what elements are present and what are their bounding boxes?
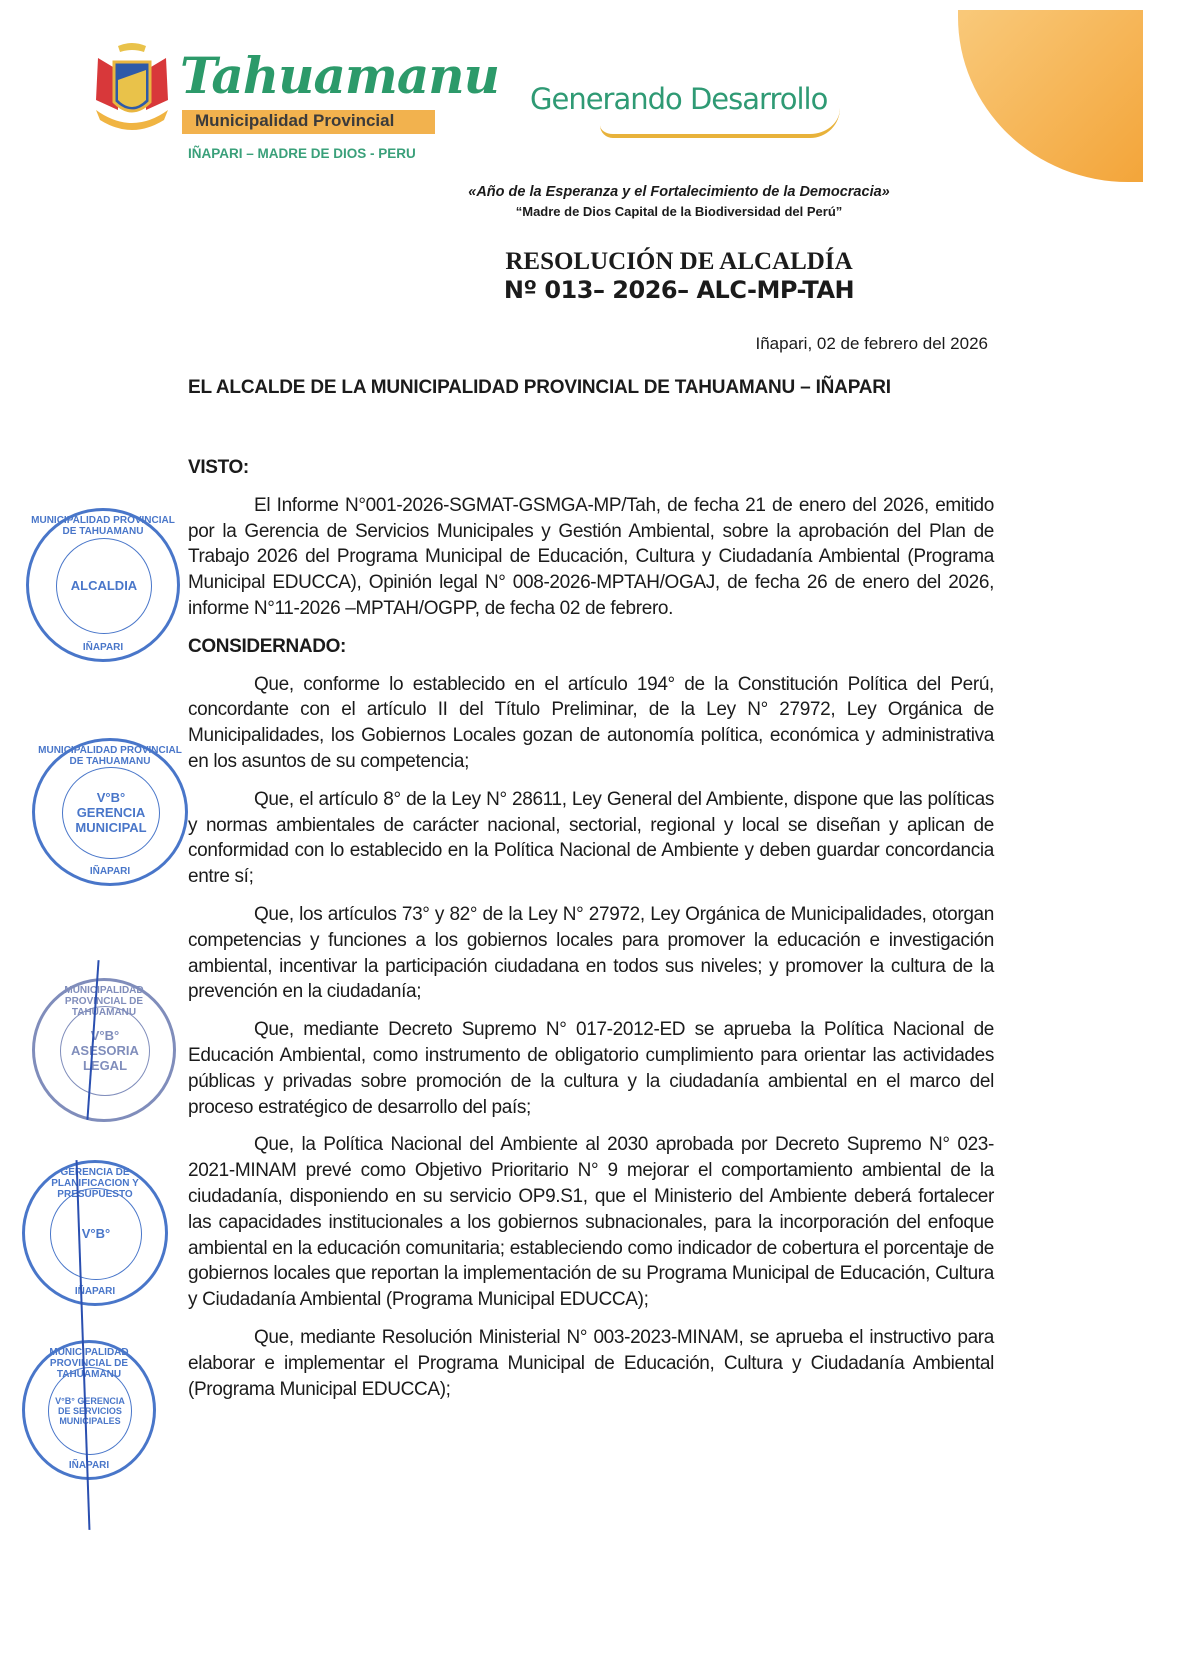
stamp-bottom-text: IÑAPARI xyxy=(89,866,131,877)
stamp-center-text: ALCALDIA xyxy=(70,578,138,594)
stamp-ring-text: MUNICIPALIDAD PROVINCIAL DE TAHUAMANU xyxy=(31,515,175,537)
decorative-orange-corner xyxy=(958,10,1143,182)
stamp-center-text: V°B° GERENCIA MUNICIPAL xyxy=(75,790,147,836)
stamp-ring-text: MUNICIPALIDAD PROVINCIAL DE TAHUAMANU xyxy=(64,985,144,1018)
year-name: «Año de la Esperanza y el Fortalecimiento de la Democracia» xyxy=(468,184,890,200)
stamp-bottom-text: IÑAPARI xyxy=(74,1286,116,1297)
stamp-center xyxy=(50,1188,142,1280)
location: IÑAPARI – MADRE DE DIOS - PERU xyxy=(188,146,416,161)
municipal-crest-logo xyxy=(88,40,176,136)
stamp-asesoria-legal xyxy=(32,978,176,1122)
paragraph: Que, conforme lo establecido en el artículo 194° de la Constitución Política del Perú, concordante con el artículo II del Título Preliminar, de la Ley N° 27972, Ley Orgánica de Municipalidades, los Gobiernos Locales gozan de autonomía política, económica y administrativa en los asuntos de su competencia; xyxy=(188,673,994,772)
stamp-bottom-text: IÑAPARI xyxy=(82,642,124,653)
slogan: Generando Desarrollo xyxy=(530,82,828,116)
slogan-swoosh xyxy=(600,108,840,138)
stamp-ring-text: MUNICIPALIDAD PROVINCIAL DE TAHUAMANU xyxy=(49,1347,129,1380)
stamp-center-text: V°B° GERENCIA DE SERVICIOS MUNICIPALES xyxy=(55,1395,125,1426)
brand-subtitle: Municipalidad Provincial xyxy=(195,111,395,130)
paragraph: Que, mediante Decreto Supremo N° 017-2012-ED se aprueba la Política Nacional de Educación Ambiental, como instrumento de obligatorio cumplimiento para orientar las actividades públicas y privadas sobre promoción de la cultura y la ciudadanía ambiental en el marco del proceso estratégico de desarrollo del país; xyxy=(188,1019,994,1118)
paragraph: Que, el artículo 8° de la Ley N° 28611, Ley General del Ambiente, dispone que las políticas y normas ambientales de carácter nacional, sectorial, regional y local se diseñan y aplican de conformidad con lo establecido en la Política Nacional de Ambiente y deben guardar concordancia entre sí; xyxy=(188,788,994,888)
region-motto: “Madre de Dios Capital de la Biodiversidad del Perú” xyxy=(515,204,843,219)
visto-heading: VISTO: xyxy=(188,457,249,478)
stamp-alcaldia xyxy=(26,508,180,662)
stamp-center xyxy=(62,767,160,860)
brand-name: Tahuamanu xyxy=(180,46,499,105)
paragraph: Que, mediante Resolución Ministerial N° 003-2023-MINAM, se aprueba el instructivo para elaborar e implementar el Programa Municipal de Educación, Cultura y Ciudadanía Ambiental (Programa Municipal EDUCCA); xyxy=(188,1326,994,1400)
stamp-servicios-municipales xyxy=(22,1340,156,1480)
document-body xyxy=(188,455,994,1414)
considerando-heading: CONSIDERNADO: xyxy=(188,635,347,657)
stamp-center xyxy=(48,1367,132,1455)
paragraph: Que, la Política Nacional del Ambiente al 2030 aprobada por Decreto Supremo N° 023-2021-MINAM prevé como Objetivo Prioritario N° 9 mejorar el comportamiento ambiental de la ciudadanía, disponiendo en su servicio OP9.S1, que el Ministerio del Ambiente deberá fortalecer las capacidades institucionales a los gobiernos subnacionales, para la incorporación del enfoque ambiental en la educación comunitaria; estableciendo como indicador de cobertura el porcentaje de gobiernos locales que reportan la implementación de su Programa Municipal de Educación, Cultura y Ciudadanía Ambiental (Programa Municipal EDUCCA); xyxy=(188,1134,994,1311)
stamp-gerencia-municipal xyxy=(32,738,188,886)
stamp-planificacion xyxy=(22,1160,168,1306)
document-number: Nº 013– 2026– ALC-MP-TAH xyxy=(503,276,855,304)
visto-paragraph: El Informe N°001-2026-SGMAT-GSMGA-MP/Tah, de fecha 21 de enero del 2026, emitido por la Gerencia de Servicios Municipales y Gestión Ambiental, sobre la aprobación del Plan de Trabajo 2026 del Programa Municipal de Educación, Cultura y Ciudadanía Ambiental (Programa Municipal EDUCCA), Opinión legal N° 008-2026-MPTAH/OGAJ, de fecha 26 de enero del 2026, informe N°11-2026 –MPTAH/OGPP, de fecha 02 de febrero. xyxy=(188,494,994,619)
issuer: EL ALCALDE DE LA MUNICIPALIDAD PROVINCIAL DE TAHUAMANU – IÑAPARI xyxy=(188,377,891,398)
stamp-ring-text: GERENCIA DE PLANIFICACION Y PRESUPUESTO xyxy=(51,1167,139,1200)
stamp-ring-text: MUNICIPALIDAD PROVINCIAL DE TAHUAMANU xyxy=(38,745,182,767)
stamp-bottom-text: IÑAPARI xyxy=(68,1460,110,1471)
stamp-center xyxy=(60,1006,150,1096)
document-title: RESOLUCIÓN DE ALCALDÍA xyxy=(505,248,853,275)
stamp-center-text: V°B° xyxy=(81,1226,111,1242)
paragraph: Que, los artículos 73° y 82° de la Ley N° 27972, Ley Orgánica de Municipalidades, otorgan competencias y funciones a los gobiernos locales para promover la educación e investigación ambiental, incentivar la participación ciudadana en todos sus niveles; y promover la cultura de la prevención en la ciudadanía; xyxy=(188,903,994,1003)
stamp-center-text: V°B° ASESORIA LEGAL xyxy=(71,1028,139,1074)
document-date: Iñapari, 02 de febrero del 2026 xyxy=(755,334,988,353)
stamp-center xyxy=(56,538,153,635)
